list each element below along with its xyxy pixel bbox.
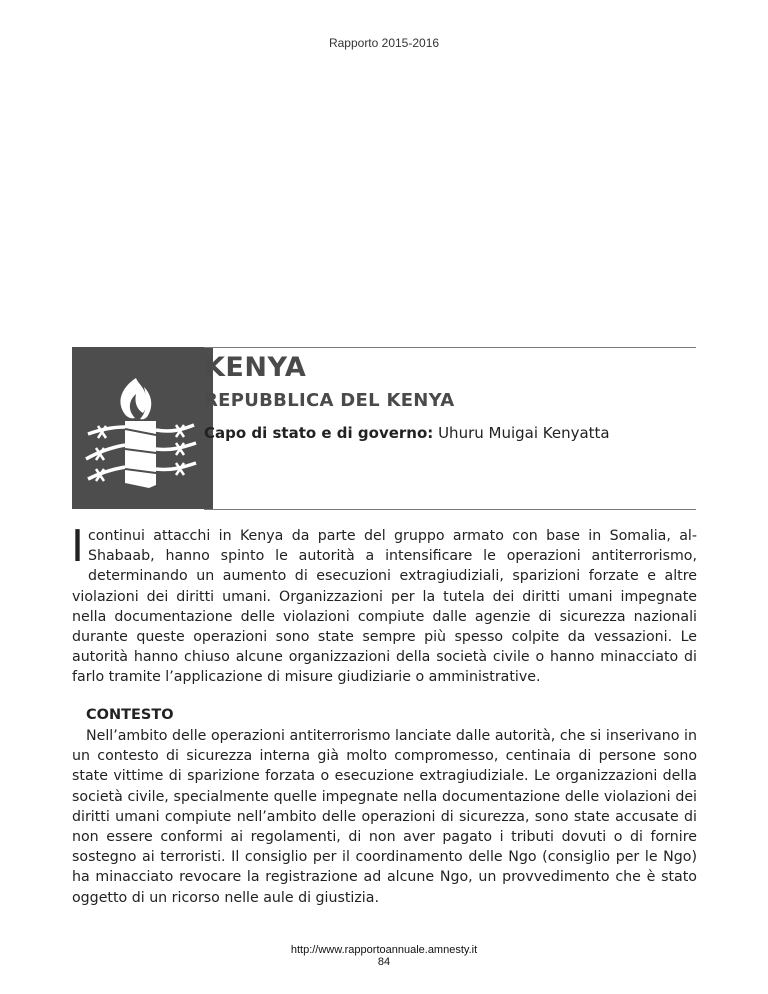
head-of-state-line <box>204 424 610 442</box>
official-country-name: REPUBBLICA DEL KENYA <box>204 390 455 411</box>
footer-url[interactable]: http://www.rapportoannuale.amnesty.it <box>290 944 478 956</box>
candle-barbed-wire-icon <box>72 347 213 509</box>
page-number: 84 <box>377 956 391 968</box>
intro-text: continui attacchi in Kenya da parte del gruppo armato con base in Somalia, al-Shabaab, hanno spinto le autorità a intensificare le operazioni antiterrorismo, determinando un aumento di esecuzioni extragiudiziali, sparizioni forzate e altre violazioni dei diritti umani. Organizzazioni per la tutela dei diritti umani impegnate nella documentazione delle violazioni compiute dalle agenzie di sicurezza nazionali durante queste operazioni sono state sempre più spesso colpite da vessazioni. Le autorità hanno chiuso alcune organizzazioni della società civile o hanno minacciato di farlo tramite l’applicazione di misure giudiziarie o amministrative. <box>72 528 697 686</box>
drop-cap: I <box>71 521 84 572</box>
country-name: KENYA <box>204 352 307 383</box>
amnesty-logo <box>72 347 213 509</box>
bottom-divider <box>204 509 696 510</box>
section-paragraph: Nell’ambito delle operazioni antiterrorismo lanciate dalle autorità, che si inserivano in un contesto di sicurezza interna già molto compromesso, centinaia di persone sono state vittime di sparizione forzata o esecuzione extragiudiziale. Le organizzazioni della società civile, specialmente quelle impegnate nella documentazione delle violazioni dei diritti umani compiute nell’ambito delle operazioni di sicurezza, sono state accusate di non essere conformi ai regolamenti, di non aver pagato i tributi dovuti o di fornire sostegno ai terroristi. Il consiglio per il coordinamento delle Ngo (consiglio per le Ngo) ha minacciato revocare la registrazione ad alcune Ngo, un provvedimento che è stato oggetto di un ricorso nelle aule di giustizia. <box>72 728 697 906</box>
section-heading: CONTESTO <box>86 707 174 723</box>
running-header: Rapporto 2015-2016 <box>328 36 440 50</box>
intro-paragraph <box>71 521 697 688</box>
head-of-state-label: Capo di stato e di governo: <box>204 424 434 442</box>
head-of-state-value: Uhuru Muigai Kenyatta <box>438 424 610 442</box>
top-divider <box>204 347 696 348</box>
